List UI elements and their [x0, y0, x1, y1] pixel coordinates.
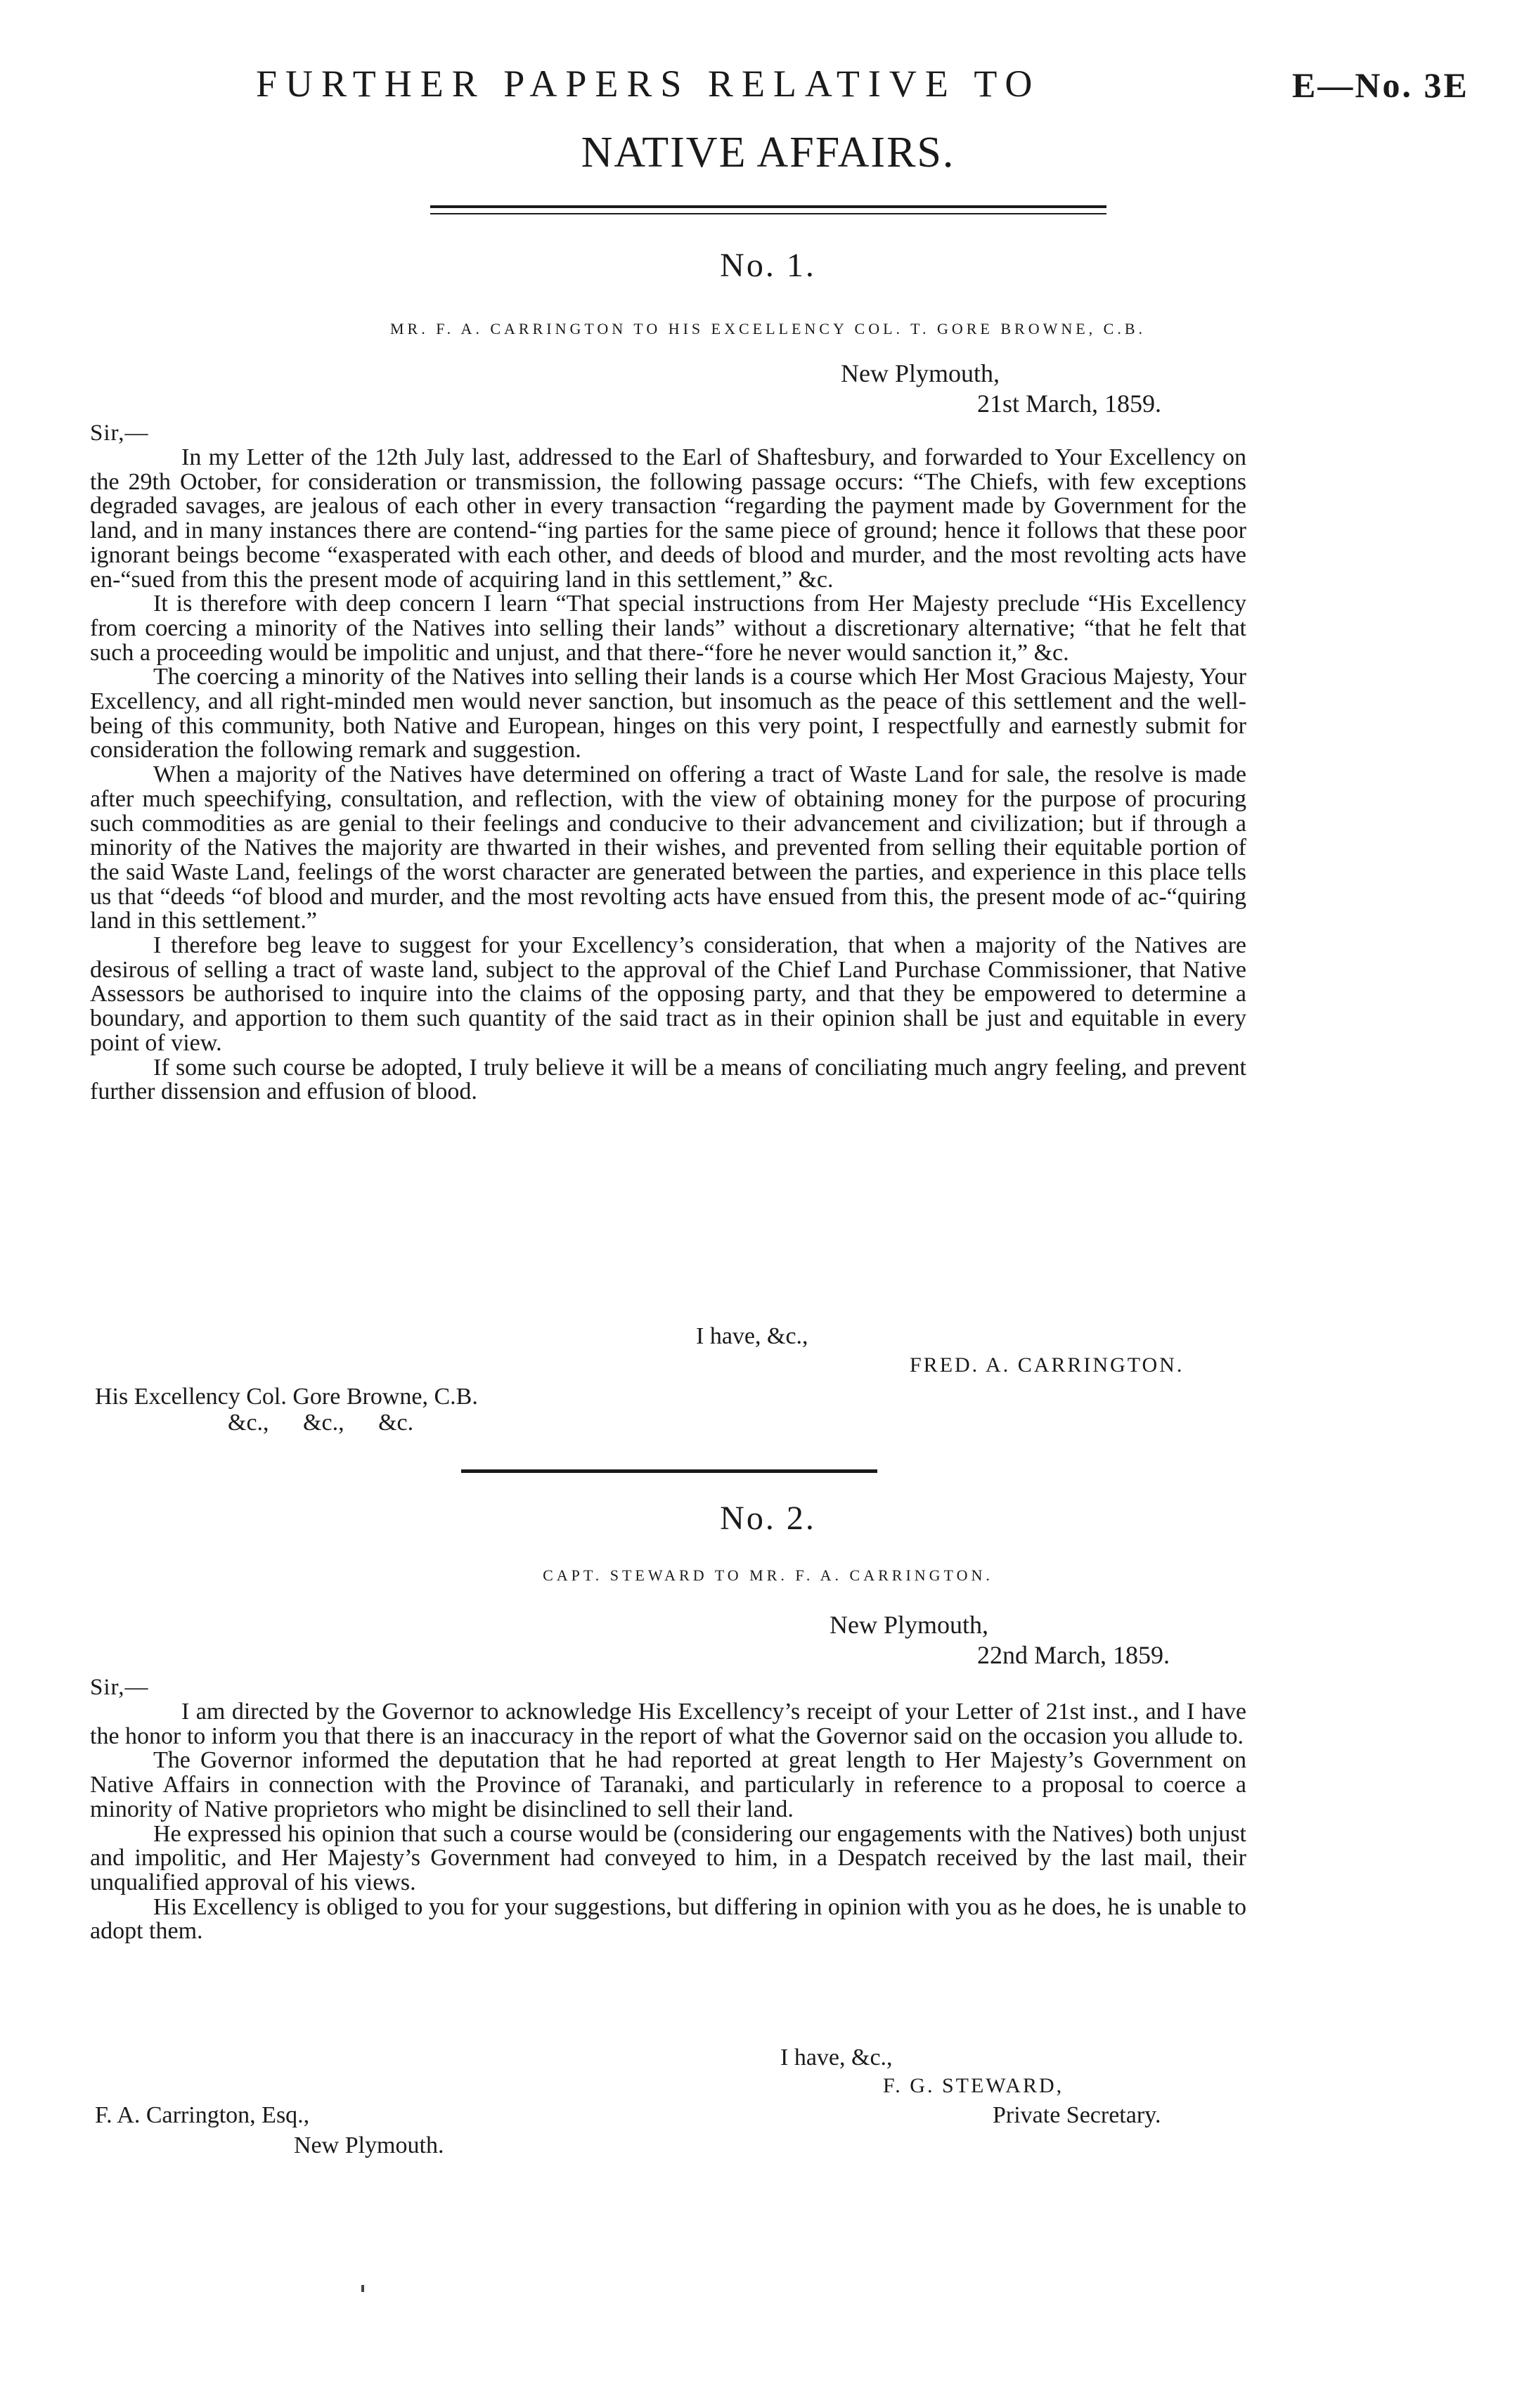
letter-1-closing: I have, &c.,: [696, 1323, 808, 1349]
letter-2-salutation: Sir,—: [90, 1675, 149, 1700]
letter-1-paragraph: I therefore beg leave to suggest for your Excellency’s consideration, that when a majority of the Natives are desirous of selling a tract of waste land, subject to the approval of the Chief Land Purchase Commissioner, that Native Assessors be authorised to inquire into the claims of the opposing party, and that they be empowered to determine a boundary, and apportion to them such quantity of the said tract as in their opinion shall be just and equitable in every point of view.: [90, 932, 1246, 1056]
letter-2-date: 22nd March, 1859.: [977, 1641, 1170, 1669]
letter-1-paragraph: In my Letter of the 12th July last, addressed to the Earl of Shaftesbury, and forwarded to Your Excellency on the 29th October, for consideration or transmission, the following passage occurs: “The Chiefs, with few exceptions degraded savages, are jealous of each other in every transaction “regarding the payment made by Government for the land, and in many instances there are contend-“ing parties for the same piece of ground; hence it follows that these poor ignorant beings become “exasperated with each other, and deeds of blood and murder, and the most revolting acts have en-“sued from this the present mode of acquiring land in this settlement,” &c.: [90, 444, 1246, 593]
letter-2-paragraph: I am directed by the Governor to acknowledge His Excellency’s receipt of your Letter of 21st inst., and I have the honor to inform you that there is an inaccuracy in the report of what the Governor said on the occasion you allude to.: [90, 1699, 1246, 1749]
title-rule-thin: [430, 213, 1106, 214]
print-speck: [361, 2285, 364, 2292]
letter-1-paragraph: If some such course be adopted, I truly believe it will be a means of conciliating much angry feeling, and prevent further dissension and effusion of blood.: [90, 1054, 1246, 1105]
letter-1-paragraph: The coercing a minority of the Natives into selling their lands is a course which Her Most Gracious Majesty, Your Excellency, and all right-minded men would never sanction, but insomuch as the peace of this settlement and the well-being of this community, both Native and European, hinges on this very point, I respectfully and earnestly submit for consideration the following remark and suggestion.: [90, 664, 1246, 764]
document-series-title: FURTHER PAPERS RELATIVE TO: [256, 63, 1041, 105]
letter-1-body: [90, 446, 1246, 1105]
letter-1-paragraph: It is therefore with deep concern I learn “That special instructions from Her Majesty preclude “His Excellency from coercing a minority of the Natives into selling their lands” without a discretionary alternative; “that he felt that such a proceeding would be impolitic and unjust, and that there-“fore he never would sanction it,” &c.: [90, 591, 1246, 666]
letter-1-date: 21st March, 1859.: [977, 389, 1161, 418]
letter-2-body: [90, 1700, 1246, 1944]
letter-1-place: New Plymouth,: [841, 359, 1000, 387]
letter-2-paragraph: He expressed his opinion that such a course would be (considering our engagements with the Natives) both unjust and impolitic, and Her Majesty’s Government had conveyed to him, in a Despatch received by the last mail, their unqualified approval of his views.: [90, 1820, 1246, 1895]
letter-2-addressee-place: New Plymouth.: [294, 2132, 444, 2158]
letter-1-salutation: Sir,—: [90, 420, 149, 446]
letter-separator-rule: [461, 1469, 877, 1473]
letter-2-signature: F. G. STEWARD,: [883, 2074, 1064, 2097]
letter-2-paragraph: His Excellency is obliged to you for your suggestions, but differing in opinion with you as he does, he is unable to adopt them.: [90, 1893, 1246, 1945]
letter-2-place: New Plymouth,: [830, 1611, 989, 1639]
letter-2-signature-title: Private Secretary.: [993, 2102, 1161, 2128]
title-rule-thick: [430, 205, 1106, 208]
document-subtitle: NATIVE AFFAIRS.: [581, 129, 955, 176]
letter-2-addressee: F. A. Carrington, Esq.,: [95, 2102, 310, 2128]
letter-1-heading: MR. F. A. CARRINGTON TO HIS EXCELLENCY COL. T. GORE BROWNE, C.B.: [389, 320, 1147, 337]
letter-2-number: No. 2.: [720, 1500, 816, 1537]
letter-2-paragraph: The Governor informed the deputation that he had reported at great length to Her Majesty’s Government on Native Affairs in connection with the Province of Taranaki, and particularly in reference to a proposal to coerce a minority of Native proprietors who might be disinclined to sell their land.: [90, 1747, 1246, 1822]
letter-1-addressee: His Excellency Col. Gore Browne, C.B.: [95, 1384, 478, 1410]
letter-1-paragraph: When a majority of the Natives have determined on offering a tract of Waste Land for sale, the resolve is made after much speechifying, consultation, and reflection, with the view of obtaining money for the purpose of procuring such commodities as are genial to their feelings and conducive to their advancement and civilization; but if through a minority of the Natives the majority are thwarted in their wishes, and prevented from selling their equitable portion of the said Waste Land, feelings of the worst character are generated between the parties, and experience in this place tells us that “deeds “of blood and murder, and the most revolting acts have ensued from this, the present mode of ac-“quiring land in this settlement.”: [90, 761, 1246, 934]
letter-1-addressee-etc: &c., &c., &c.: [228, 1410, 414, 1436]
document-reference: E—No. 3E: [1292, 65, 1469, 105]
letter-2-heading: CAPT. STEWARD TO MR. F. A. CARRINGTON.: [543, 1566, 993, 1584]
letter-1-signature: FRED. A. CARRINGTON.: [910, 1353, 1185, 1377]
letter-2-closing: I have, &c.,: [780, 2045, 893, 2071]
letter-1-number: No. 1.: [720, 247, 816, 284]
